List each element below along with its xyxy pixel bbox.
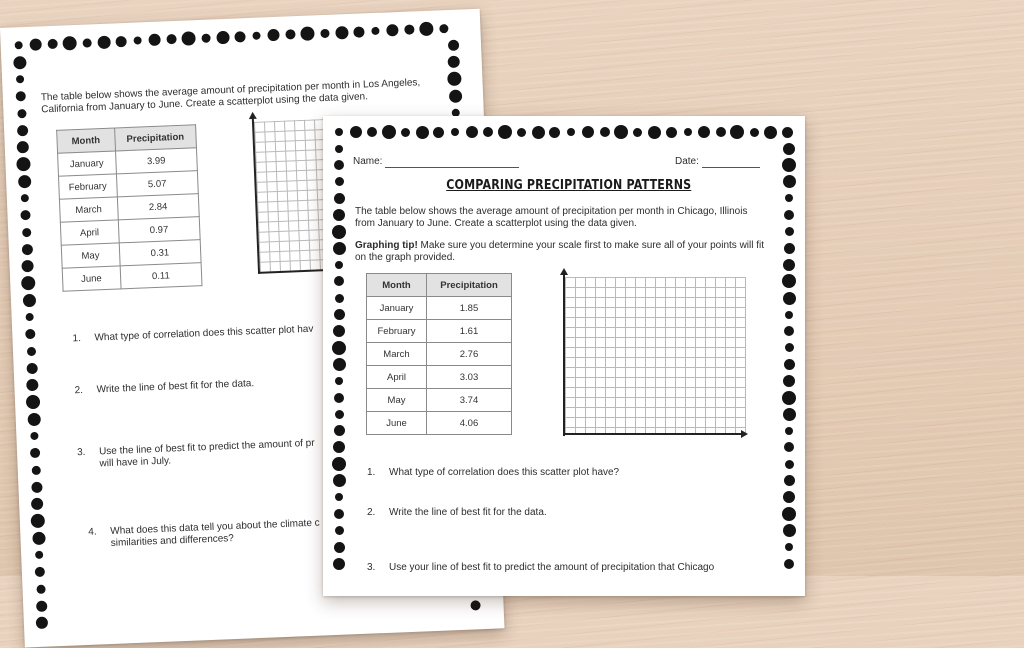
precipitation-cell: 3.74 bbox=[427, 389, 512, 412]
precipitation-cell: 3.03 bbox=[427, 366, 512, 389]
table-header-row bbox=[367, 274, 512, 297]
border-dot bbox=[26, 362, 37, 373]
border-dot bbox=[333, 209, 345, 221]
border-dot bbox=[17, 109, 26, 118]
border-dot bbox=[783, 375, 795, 387]
border-dot bbox=[784, 210, 794, 220]
border-dot bbox=[784, 326, 794, 336]
border-dot bbox=[201, 33, 210, 42]
graphing-tip-label: Graphing tip! bbox=[355, 240, 418, 251]
border-dot bbox=[115, 35, 126, 46]
border-dot bbox=[320, 28, 329, 37]
border-dot bbox=[784, 359, 795, 370]
border-dot bbox=[16, 157, 31, 172]
border-dot bbox=[333, 358, 346, 371]
border-dot bbox=[785, 543, 793, 551]
border-dot bbox=[334, 425, 345, 436]
border-dot bbox=[367, 127, 377, 137]
front-graph-grid bbox=[565, 277, 746, 434]
border-dot bbox=[498, 125, 512, 139]
border-dot bbox=[783, 524, 796, 537]
name-line bbox=[353, 156, 533, 168]
border-dot bbox=[36, 584, 45, 593]
front-y-axis-arrow-icon bbox=[560, 268, 568, 275]
date-line bbox=[675, 156, 785, 168]
border-dot bbox=[783, 292, 796, 305]
border-dot bbox=[31, 498, 43, 510]
border-dot bbox=[35, 551, 43, 559]
name-label: Name: bbox=[353, 156, 383, 167]
border-dot bbox=[350, 126, 362, 138]
table-row bbox=[367, 320, 512, 343]
border-dot bbox=[335, 145, 343, 153]
border-dot bbox=[333, 325, 345, 337]
table-row bbox=[367, 389, 512, 412]
border-dot bbox=[181, 31, 196, 46]
month-cell: March bbox=[59, 197, 117, 222]
border-dot bbox=[333, 242, 346, 255]
border-dot bbox=[433, 127, 444, 138]
border-dot bbox=[666, 127, 677, 138]
border-dot bbox=[404, 24, 414, 34]
back-question-1: 1. What type of correlation does this scatter plot hav bbox=[72, 323, 314, 345]
border-dot bbox=[21, 260, 33, 272]
border-dot bbox=[782, 391, 796, 405]
border-dot bbox=[466, 126, 478, 138]
border-dot bbox=[333, 441, 345, 453]
border-dot bbox=[267, 29, 279, 41]
border-dot bbox=[22, 227, 31, 236]
border-dot bbox=[332, 457, 346, 471]
border-dot bbox=[633, 128, 642, 137]
border-dot bbox=[16, 124, 27, 135]
border-dot bbox=[567, 128, 575, 136]
front-intro-text: The table below shows the average amount of precipitation per month in Chicago, Illinois from January to June. Create a scatterplot using the data given. bbox=[355, 206, 748, 229]
border-dot bbox=[401, 128, 410, 137]
table-row bbox=[367, 412, 512, 435]
month-cell: April bbox=[367, 366, 427, 389]
border-dot bbox=[25, 329, 35, 339]
border-dot bbox=[684, 128, 692, 136]
month-cell: May bbox=[367, 389, 427, 412]
border-dot bbox=[334, 276, 344, 286]
border-dot bbox=[785, 460, 794, 469]
border-dot bbox=[335, 26, 349, 40]
border-dot bbox=[785, 227, 794, 236]
border-dot bbox=[784, 475, 795, 486]
month-cell: January bbox=[367, 297, 427, 320]
border-dot bbox=[234, 31, 245, 42]
border-dot bbox=[382, 125, 396, 139]
front-x-axis-arrow-icon bbox=[741, 430, 748, 438]
precipitation-cell: 1.61 bbox=[427, 320, 512, 343]
front-graph-y-axis bbox=[563, 274, 565, 436]
border-dot bbox=[419, 22, 434, 37]
border-dot bbox=[783, 175, 796, 188]
border-dot bbox=[252, 32, 260, 40]
border-dot bbox=[36, 617, 48, 629]
table-row bbox=[367, 297, 512, 320]
border-dot bbox=[62, 36, 77, 51]
border-dot bbox=[447, 39, 458, 50]
border-dot bbox=[750, 128, 759, 137]
border-dot bbox=[21, 243, 32, 254]
border-dot bbox=[648, 126, 661, 139]
precipitation-cell: 2.84 bbox=[117, 194, 199, 220]
front-graph-x-axis bbox=[563, 433, 743, 435]
column-header-month: Month bbox=[367, 274, 427, 297]
precipitation-cell: 4.06 bbox=[427, 412, 512, 435]
border-dot bbox=[133, 36, 141, 44]
border-dot bbox=[532, 126, 545, 139]
border-dot bbox=[332, 225, 346, 239]
back-precipitation-table bbox=[56, 124, 202, 291]
border-dot bbox=[82, 38, 91, 47]
date-label: Date: bbox=[675, 156, 699, 167]
table-row bbox=[367, 343, 512, 366]
border-dot bbox=[335, 294, 344, 303]
front-precipitation-table bbox=[366, 273, 512, 435]
date-blank bbox=[702, 157, 760, 168]
month-cell: February bbox=[367, 320, 427, 343]
border-dot bbox=[334, 193, 345, 204]
graphing-tip bbox=[355, 240, 765, 264]
border-dot bbox=[25, 313, 33, 321]
border-dot bbox=[148, 34, 160, 46]
border-dot bbox=[36, 600, 47, 611]
border-dot bbox=[20, 210, 30, 220]
border-dot bbox=[353, 26, 364, 37]
border-dot bbox=[716, 127, 726, 137]
border-dot bbox=[21, 194, 29, 202]
border-dot bbox=[785, 194, 793, 202]
border-dot bbox=[783, 259, 795, 271]
border-dot bbox=[97, 35, 111, 49]
back-question-3: 3. Use the line of best fit to predict the amount of pr will have in July. bbox=[76, 437, 315, 470]
border-dot bbox=[784, 243, 795, 254]
border-dot bbox=[447, 72, 462, 87]
worksheet-title: COMPARING PRECIPITATION PATTERNS bbox=[446, 177, 692, 193]
border-dot bbox=[30, 432, 38, 440]
name-blank bbox=[385, 157, 519, 168]
border-dot bbox=[332, 341, 346, 355]
border-dot bbox=[334, 160, 344, 170]
precipitation-cell: 0.97 bbox=[118, 217, 200, 243]
border-dot bbox=[782, 274, 796, 288]
border-dot bbox=[386, 24, 398, 36]
precipitation-cell: 3.99 bbox=[115, 148, 197, 174]
border-dot bbox=[35, 567, 45, 577]
border-dot bbox=[784, 442, 794, 452]
border-dot bbox=[451, 128, 459, 136]
month-cell: February bbox=[58, 174, 116, 199]
border-dot bbox=[21, 276, 36, 291]
watermark-logo-icon bbox=[0, 544, 10, 574]
border-dot bbox=[17, 141, 29, 153]
border-dot bbox=[32, 531, 46, 545]
border-dot bbox=[783, 408, 796, 421]
border-dot bbox=[783, 491, 795, 503]
worksheet-front bbox=[323, 116, 805, 596]
border-dot bbox=[335, 410, 344, 419]
border-dot bbox=[31, 481, 42, 492]
border-dot bbox=[333, 474, 346, 487]
back-question-4: 4. What does this data tell you about the climate c similarities and differences? bbox=[88, 517, 320, 549]
border-dot bbox=[26, 395, 41, 410]
border-dot bbox=[334, 509, 344, 519]
border-dot bbox=[600, 127, 610, 137]
border-dot bbox=[785, 427, 793, 435]
border-dot bbox=[335, 493, 343, 501]
border-dot bbox=[13, 55, 27, 69]
precipitation-cell: 5.07 bbox=[116, 171, 198, 197]
month-cell: March bbox=[367, 343, 427, 366]
border-dot bbox=[416, 126, 429, 139]
border-dot bbox=[26, 379, 38, 391]
border-dot bbox=[166, 34, 176, 44]
border-dot bbox=[785, 311, 793, 319]
column-header-precipitation: Precipitation bbox=[114, 125, 196, 151]
border-dot bbox=[785, 343, 794, 352]
precipitation-cell: 0.11 bbox=[120, 263, 202, 289]
month-cell: June bbox=[367, 412, 427, 435]
border-dot bbox=[335, 261, 343, 269]
border-dot bbox=[17, 174, 31, 188]
border-dot bbox=[31, 465, 40, 474]
border-dot bbox=[335, 128, 343, 136]
border-dot bbox=[47, 39, 57, 49]
border-dot bbox=[549, 127, 560, 138]
border-dot bbox=[334, 393, 344, 403]
back-y-axis-arrow-icon bbox=[249, 112, 257, 119]
border-dot bbox=[216, 30, 230, 44]
border-dot bbox=[285, 29, 295, 39]
border-dot bbox=[371, 27, 379, 35]
border-dot bbox=[764, 126, 777, 139]
border-dot bbox=[483, 127, 493, 137]
column-header-month: Month bbox=[57, 128, 115, 153]
border-dot bbox=[334, 309, 345, 320]
border-dot bbox=[333, 558, 345, 570]
column-header-precipitation: Precipitation bbox=[427, 274, 512, 297]
border-dot bbox=[582, 126, 594, 138]
border-dot bbox=[26, 346, 35, 355]
month-cell: May bbox=[61, 243, 119, 268]
border-dot bbox=[439, 24, 448, 33]
table-row bbox=[367, 366, 512, 389]
graphing-tip-text: Make sure you determine your scale first to make sure all of your points will fit on the graph provided. bbox=[355, 240, 765, 263]
border-dot bbox=[30, 448, 40, 458]
border-dot bbox=[31, 514, 46, 529]
border-dot bbox=[783, 143, 795, 155]
front-question-2: 2. Write the line of best fit for the data. bbox=[367, 507, 547, 518]
border-dot bbox=[15, 41, 23, 49]
border-dot bbox=[335, 526, 344, 535]
border-dot bbox=[300, 26, 315, 41]
border-dot bbox=[335, 377, 343, 385]
precipitation-cell: 2.76 bbox=[427, 343, 512, 366]
border-dot bbox=[22, 293, 36, 307]
back-question-2: 2. Write the line of best fit for the data. bbox=[74, 378, 255, 397]
front-question-3: 3. Use your line of best fit to predict the amount of precipitation that Chicago bbox=[367, 562, 715, 573]
border-dot bbox=[517, 128, 526, 137]
border-dot bbox=[782, 127, 793, 138]
border-dot bbox=[730, 125, 744, 139]
front-question-1: 1. What type of correlation does this scatter plot have? bbox=[367, 467, 620, 478]
border-dot bbox=[447, 56, 459, 68]
border-dot bbox=[782, 507, 796, 521]
polka-dot-border bbox=[0, 9, 480, 28]
back-intro-text: The table below shows the average amount of precipitation per month in Los Angeles, California from January to June. Create a scatterplot using the data given. bbox=[40, 77, 421, 116]
border-dot bbox=[448, 89, 462, 103]
border-dot bbox=[27, 412, 41, 426]
month-cell: January bbox=[58, 151, 116, 176]
border-dot bbox=[16, 75, 24, 83]
table-row bbox=[62, 263, 202, 292]
border-dot bbox=[29, 38, 41, 50]
border-dot bbox=[698, 126, 710, 138]
border-dot bbox=[334, 542, 345, 553]
month-cell: April bbox=[60, 220, 118, 245]
border-dot bbox=[16, 91, 26, 101]
month-cell: June bbox=[62, 266, 120, 291]
border-dot bbox=[335, 177, 344, 186]
border-dot bbox=[470, 600, 480, 610]
precipitation-cell: 1.85 bbox=[427, 297, 512, 320]
border-dot bbox=[614, 125, 628, 139]
precipitation-cell: 0.31 bbox=[119, 240, 201, 266]
